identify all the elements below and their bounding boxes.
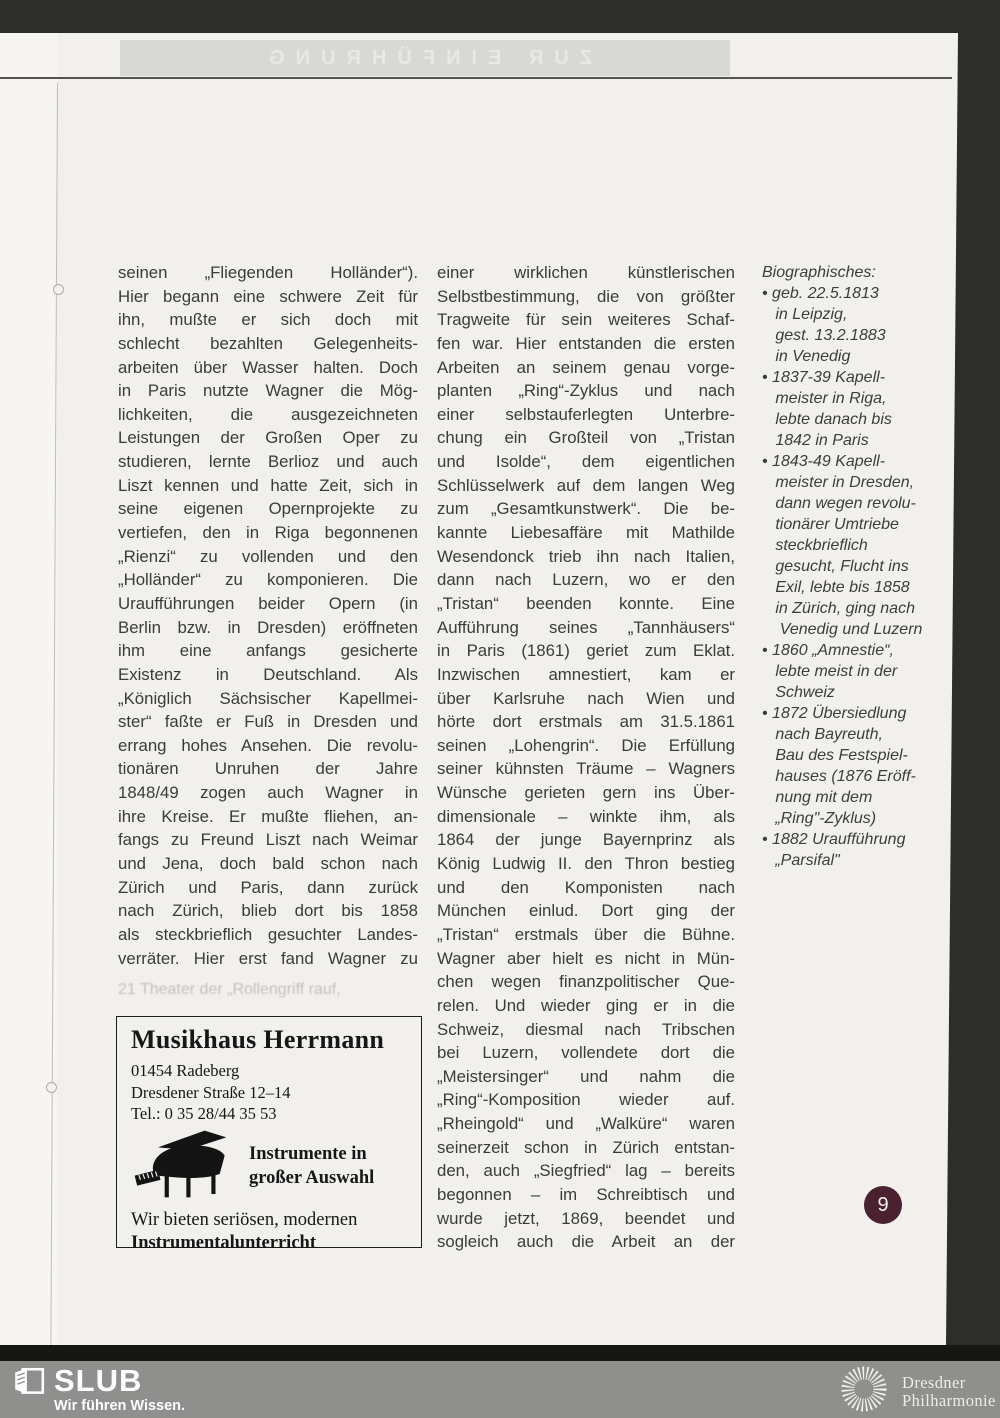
text-line: Tel.: 0 35 28/44 35 53 [131, 1104, 277, 1123]
scan-bottom-strip [0, 1345, 1000, 1361]
text-line: Existenz in Deutschland. Als [118, 664, 418, 684]
text-line: einer selbstauferlegten Unterbre- [437, 404, 735, 424]
sidebar-bullet-list [762, 283, 944, 871]
text-line: • 1872 Übersiedlung [762, 705, 907, 722]
text-line: „Ring"-Zyklus) [762, 810, 877, 827]
slub-logo-link[interactable] [12, 1365, 185, 1414]
text-line: gest. 13.2.1883 [762, 327, 886, 344]
text-column-middle [437, 261, 735, 1254]
text-line: Schweiz, diesmal nach Tribschen [437, 1019, 735, 1039]
text-line: in Paris (1861) geriet zum Eklat. [437, 641, 735, 661]
header-rule [0, 77, 952, 79]
text-line: Venedig und Luzern [762, 621, 923, 638]
text-line: Liszt kennen und hatte Zeit, sich in [118, 475, 418, 495]
text-line: sogleich auch die Arbeit an der [437, 1232, 735, 1252]
text-line: studieren, lernte Berlioz und auch [118, 452, 418, 472]
text-line: lichkeiten, die ausgezeichneten [118, 404, 418, 424]
text-line: und Jena, doch bald schon nach [118, 854, 418, 874]
text-line: „Parsifal" [762, 852, 840, 869]
text-line: ihre Kreise. Er mußte fliehen, an- [118, 806, 418, 826]
text-line: München einlud. Dort ging der [437, 901, 735, 921]
sunburst-icon [838, 1363, 890, 1418]
text-line: wurde jetzt, 1869, beendet und [437, 1208, 735, 1228]
text-line: tionärer Umtriebe [762, 516, 899, 533]
page-number: 9 [877, 1193, 889, 1216]
bleed-through-text: 21 Theater der „Rollengriff rauf, [118, 981, 341, 998]
text-line: nach Bayreuth, [762, 726, 883, 743]
text-line: Schlüsselwerk auf dem langen Weg [437, 475, 735, 495]
ad-slogan [249, 1142, 374, 1190]
text-line: Exil, lebte bis 1858 [762, 579, 910, 596]
viewer-footer-bar [0, 1361, 1000, 1418]
grand-piano-icon [131, 1129, 235, 1204]
text-line: dimensionale – winkte ihm, als [437, 806, 735, 826]
staple-hole-top [53, 284, 64, 295]
text-line: verräter. Hier erst fand Wagner zu [118, 948, 418, 968]
text-line: Berlin bzw. in Dresden) eröffneten [118, 617, 418, 637]
text-line: Aufführung seines „Tannhäusers“ [437, 617, 735, 637]
advertisement-box [116, 1016, 422, 1253]
text-line: Wünsche gerieten gern ins Über- [437, 783, 735, 803]
text-line: „Tristan“ erstmals über die Bühne. [437, 924, 735, 944]
text-line: • 1860 „Amnestie“, [762, 642, 894, 659]
text-line: chen wegen finanzpolitischer Que- [437, 972, 735, 992]
text-line: „Rienzi“ zu vollenden und den [118, 546, 418, 566]
biography-sidebar [762, 262, 944, 871]
ad-address [131, 1060, 407, 1125]
text-line: 1848/49 zogen auch Wagner in [118, 783, 418, 803]
text-line: gesucht, Flucht ins [762, 558, 909, 575]
text-line: fangs zu Freund Liszt nach Weimar [118, 830, 418, 850]
text-line: • 1837-39 Kapell- [762, 369, 886, 386]
page-number-badge [864, 1186, 902, 1224]
text-line: seinen „Lohengrin“. Die Erfüllung [437, 735, 735, 755]
text-line: „Königlich Sächsischer Kapellmei- [118, 688, 418, 708]
text-line: Dresdener Straße 12–14 [131, 1082, 291, 1102]
text-line: einer wirklichen künstlerischen [437, 263, 735, 282]
text-line: Uraufführungen beider Opern (in [118, 593, 418, 613]
text-line: nach Zürich, blieb dort bis 1858 [118, 901, 418, 921]
text-line: relen. Und wieder ging er in die [437, 995, 735, 1015]
text-line: • 1843-49 Kapell- [762, 453, 886, 470]
ad-offer-line-bold: Instrumentalunterricht [131, 1232, 316, 1253]
text-line: steckbrieflich [762, 537, 868, 554]
text-line: meister in Dresden, [762, 474, 915, 491]
text-line: errang hohes Ansehen. Die revolu- [118, 735, 418, 755]
text-line: den, auch „Siegfried“ lag – bereits [437, 1161, 735, 1181]
text-line: seinen „Fliegenden Holländer“). [118, 263, 418, 282]
text-line: und Isolde“, dem eigentlichen [437, 452, 735, 472]
text-line: dann nach Luzern, wo er den [437, 570, 735, 590]
text-line: • 1882 Uraufführung [762, 831, 906, 848]
text-line: hörte dort erstmals am 31.5.1861 [437, 712, 735, 732]
text-line: als steckbrieflich gesuchter Landes- [118, 924, 418, 944]
text-line: Inzwischen amnestiert, kam er [437, 664, 735, 684]
text-line: ihn, mußte er sich doch mit [118, 310, 418, 330]
dresdner-philharmonie-logo-link[interactable] [838, 1363, 996, 1418]
text-line: „Holländer“ zu komponieren. Die [118, 570, 418, 590]
text-line: „Tristan“ beenden konnte. Eine [437, 593, 735, 613]
text-line: über Karlsruhe nach Wien und [437, 688, 735, 708]
text-line: planten „Ring“-Zyklus und nach [437, 381, 735, 401]
text-line: kannte Liebesaffäre mit Mathilde [437, 523, 735, 543]
text-line: Arbeiten an seinem genau vorge- [437, 357, 735, 377]
text-line: lebte danach bis [762, 411, 892, 428]
staple-hole-bottom [46, 1082, 57, 1093]
text-line: ihm eine anfangs gesicherte [118, 641, 418, 661]
text-line: Hier begann eine schwere Zeit für [118, 286, 418, 306]
text-line: tionären Unruhen der Jahre [118, 759, 418, 779]
text-line: in Zürich, ging nach [762, 600, 915, 617]
slub-text-block [54, 1365, 185, 1414]
text-line: in Paris nutzte Wagner die Mög- [118, 381, 418, 401]
text-line: in Leipzig, [762, 306, 848, 323]
ad-offer [131, 1209, 407, 1255]
text-line: Tragweite für sein weiteres Schaf- [437, 310, 735, 330]
text-line: großer Auswahl [249, 1168, 375, 1188]
text-column-left [118, 261, 418, 970]
text-line: bei Luzern, vollendete dort die [437, 1043, 735, 1063]
slub-book-icon [12, 1365, 46, 1404]
text-line: Bau des Festspiel- [762, 747, 908, 764]
mirrored-header-text: ZUR EINFÜHRUNG [258, 46, 592, 69]
text-line: 1864 der junge Bayernprinz als [437, 830, 735, 850]
text-line: begonnen – im Schreibtisch und [437, 1184, 735, 1204]
text-line: hauses (1876 Eröff- [762, 768, 916, 785]
text-line: ster“ faßte er Fuß in Dresden und [118, 712, 418, 732]
text-line: dann wegen revolu- [762, 495, 916, 512]
text-line: „Rheingold“ und „Walküre“ waren [437, 1114, 735, 1134]
text-line: „Meistersinger“ und nahm die [437, 1066, 735, 1086]
show-through-header-band [120, 40, 730, 76]
text-line: seinerzeit schon in Zürich entstan- [437, 1137, 735, 1157]
text-line: • geb. 22.5.1813 [762, 285, 879, 302]
text-line: vertiefen, den in Riga begonnenen [118, 523, 418, 543]
text-line: „Ring“-Komposition wieder auf. [437, 1090, 735, 1110]
text-line: nung mit dem [762, 789, 873, 806]
text-line: meister in Riga, [762, 390, 887, 407]
text-line: lebte meist in der [762, 663, 898, 680]
text-line: Wagner aber hielt es nicht in Mün- [437, 948, 735, 968]
ad-title: Musikhaus Herrmann [131, 1025, 385, 1054]
text-line: schlecht bezahlten Gelegenheits- [118, 333, 418, 353]
sidebar-title: Biographisches: [762, 264, 876, 281]
text-line: chung ein Großteil von „Tristan [437, 428, 735, 448]
slub-wordmark: SLUB [54, 1363, 143, 1398]
dp-wordmark-line2: Philharmonie [902, 1390, 996, 1410]
ad-offer-line: Wir bieten seriösen, modernen [131, 1209, 358, 1230]
text-line: Zürich und Paris, dann zurück [118, 877, 418, 897]
text-line: 01454 Radeberg [131, 1061, 240, 1080]
ad-piano-row [131, 1129, 407, 1204]
dp-wordmark [902, 1374, 996, 1410]
text-line: Schweiz [762, 684, 835, 701]
slub-tagline: Wir führen Wissen. [54, 1398, 186, 1414]
text-line: seine eigenen Opernprojekte zu [118, 499, 418, 519]
text-line: 1842 in Paris [762, 432, 869, 449]
text-line: seiner kühnsten Träume – Wagners [437, 759, 735, 779]
text-line: in Venedig [762, 348, 851, 365]
text-line: fen war. Hier entstanden die ersten [437, 333, 735, 353]
text-line: und den Komponisten nach [437, 877, 735, 897]
page-spine-area [0, 33, 57, 1345]
text-line: Instrumente in [249, 1144, 367, 1164]
text-line: arbeiten über Wasser halten. Doch [118, 357, 418, 377]
text-line: König Ludwig II. den Thron bestieg [437, 854, 735, 874]
text-line: Leistungen der Großen Oper zu [118, 428, 418, 448]
text-line: zum „Gesamtkunstwerk“. Die be- [437, 499, 735, 519]
text-line: Selbstbestimmung, die von größter [437, 286, 735, 306]
dp-wordmark-line1: Dresdner [902, 1372, 966, 1392]
text-line: Wesendonck trieb ihn nach Italien, [437, 546, 735, 566]
